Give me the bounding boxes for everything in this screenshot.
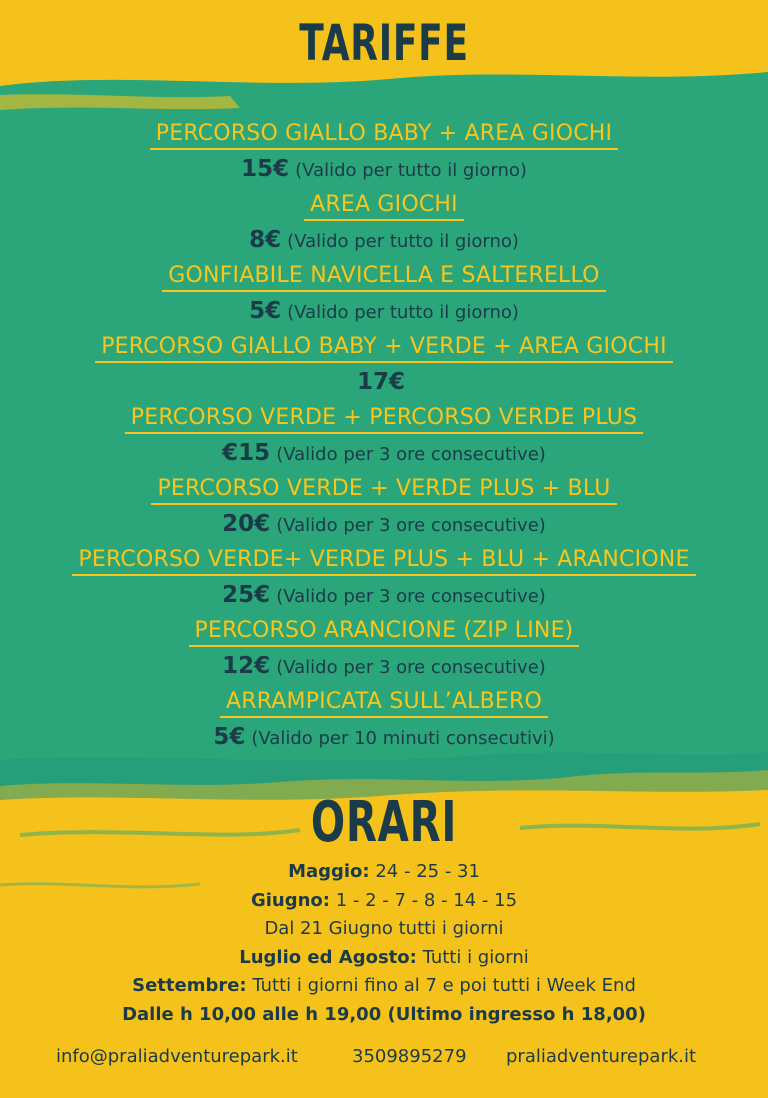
hours-label: Settembre: [132, 975, 247, 996]
rate-note: (Valido per tutto il giorno) [287, 302, 519, 323]
hours-value: 24 - 25 - 31 [369, 861, 480, 882]
daily-hours [0, 1001, 768, 1030]
hours-section [0, 858, 768, 1029]
hours-label: Luglio ed Agosto: [239, 946, 417, 968]
rate-name: PERCORSO VERDE + PERCORSO VERDE PLUS [125, 404, 643, 434]
email-link[interactable]: info@praliadventurepark.it [56, 1046, 298, 1067]
page-title: TARIFFE [299, 14, 469, 72]
rate-name: PERCORSO VERDE+ VERDE PLUS + BLU + ARANCIONE [72, 546, 695, 576]
list-item [0, 688, 768, 754]
daily-hours-text: Dalle h 10,00 alle h 19,00 (Ultimo ingresso h 18,00) [122, 1003, 646, 1025]
hours-title: ORARI [310, 790, 458, 855]
hours-june-note: Dal 21 Giugno tutti i giorni [264, 918, 504, 939]
hours-september [0, 972, 768, 1001]
rate-note: (Valido per 3 ore consecutive) [276, 657, 546, 678]
rate-note: (Valido per 3 ore consecutive) [276, 586, 546, 607]
contact-footer [0, 1046, 768, 1076]
list-item [0, 262, 768, 328]
rates-list [0, 120, 768, 759]
list-item [0, 617, 768, 683]
list-item [0, 404, 768, 470]
list-item [0, 191, 768, 257]
website-link[interactable]: praliadventurepark.it [506, 1046, 697, 1067]
rate-note: (Valido per 10 minuti consecutivi) [251, 728, 555, 749]
rate-price: 5€ [213, 724, 246, 750]
list-item [0, 546, 768, 612]
rate-price: 20€ [222, 511, 271, 537]
rate-price: €15 [222, 440, 271, 466]
rate-name: ARRAMPICATA SULL’ALBERO [220, 688, 548, 718]
list-item [0, 475, 768, 541]
rate-price: 8€ [249, 227, 282, 253]
hours-label: Giugno: [250, 889, 330, 911]
rate-name: PERCORSO GIALLO BABY + VERDE + AREA GIOCHI [95, 333, 673, 363]
phone-number[interactable]: 3509895279 [352, 1046, 467, 1067]
rate-note: (Valido per tutto il giorno) [287, 231, 519, 252]
hours-label: Maggio: [288, 861, 370, 882]
rate-note: (Valido per tutto il giorno) [295, 160, 527, 181]
hours-june [0, 887, 768, 916]
rate-name: GONFIABILE NAVICELLA E SALTERELLO [162, 262, 605, 292]
rate-price: 5€ [249, 298, 282, 324]
rate-price: 25€ [222, 582, 271, 608]
rate-price: 17€ [356, 369, 405, 395]
rate-name: PERCORSO ARANCIONE (ZIP LINE) [189, 617, 580, 647]
list-item [0, 120, 768, 186]
rate-note: (Valido per 3 ore consecutive) [276, 515, 546, 536]
rate-price: 15€ [241, 156, 290, 182]
hours-value: Tutti i giorni [416, 946, 529, 968]
hours-value: Tutti i giorni fino al 7 e poi tutti i Week End [246, 975, 636, 996]
rate-name: PERCORSO GIALLO BABY + AREA GIOCHI [150, 120, 618, 150]
hours-may [0, 858, 768, 887]
hours-value: 1 - 2 - 7 - 8 - 14 - 15 [330, 889, 518, 911]
rate-name: AREA GIOCHI [304, 191, 464, 221]
hours-summer [0, 944, 768, 973]
rate-name: PERCORSO VERDE + VERDE PLUS + BLU [151, 475, 616, 505]
list-item [0, 333, 768, 399]
rate-price: 12€ [222, 653, 271, 679]
rate-note: (Valido per 3 ore consecutive) [276, 444, 546, 465]
